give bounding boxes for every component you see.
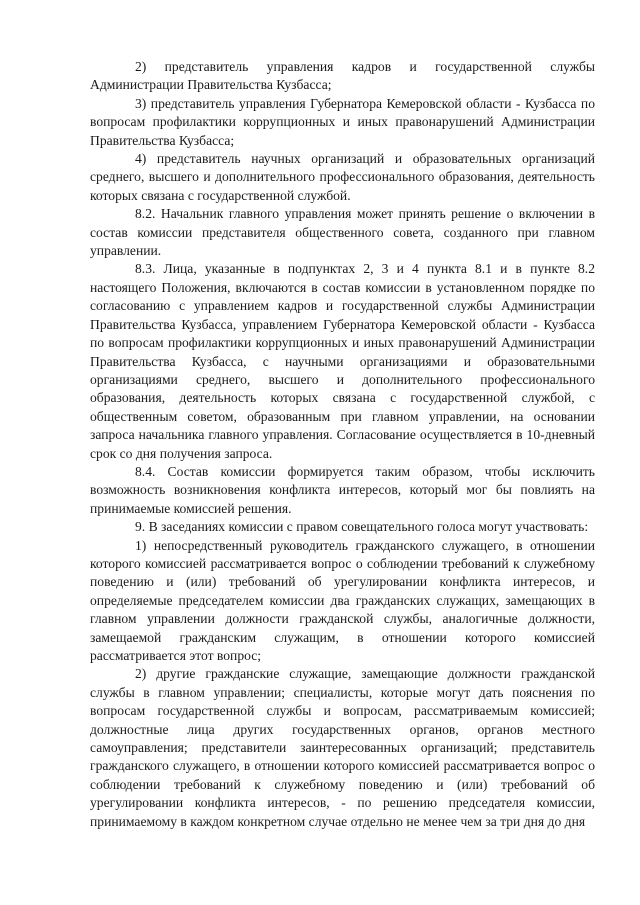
paragraph-8-4: 8.4. Состав комиссии формируется таким образом, чтобы исключить возможность возникновения конфликта интересов, который мог бы повлиять на принимаемые комиссией решения. <box>90 463 595 516</box>
paragraph-8-2: 8.2. Начальник главного управления может принять решение о включении в состав комиссии представителя общественного совета, созданного при главном управлении. <box>90 206 595 259</box>
paragraph-4-scientific-representative: 4) представитель научных организаций и образовательных организаций среднего, высшего и дополнительного профессионального образования, деятельность которых связана с государственной службой. <box>90 151 595 203</box>
paragraph-9-1: 1) непосредственный руководитель гражданского служащего, в отношении которого комиссией рассматривается вопрос о соблюдении требований к служебному поведению и (или) требований об урегулировании конфликта интересов, и определяемые председателем комиссии два гражданских служащих, замещающих в главном управлении должности гражданской службы, аналогичные должности, замещаемой гражданским служащим, в отношении которого комиссией рассматривается этот вопрос; <box>90 537 595 663</box>
paragraph-9-2: 2) другие гражданские служащие, замещающие должности гражданской службы в главном управлении; специалисты, которые могут дать пояснения по вопросам государственной службы и вопросам, рассматриваемым комиссией; должностные лица других государственных органов, органов местного самоуправления; представители заинтересованных организаций; представитель гражданского служащего, в отношении которого комиссией рассматривается вопрос о соблюдении требований к служебному поведению и (или) требований об урегулировании конфликта интересов, - по решению председателя комиссии, принимаемому в каждом конкретном случае отдельно не менее чем за три дня до дня <box>90 666 595 829</box>
paragraph-3-governor-office-representative: 3) представитель управления Губернатора Кемеровской области - Кузбасса по вопросам профилактики коррупционных и иных правонарушений Администрации Правительства Кузбасса; <box>90 95 595 148</box>
paragraph-8-3: 8.3. Лица, указанные в подпунктах 2, 3 и 4 пункта 8.1 и в пункте 8.2 настоящего Положения, включаются в состав комиссии в установленном порядке по согласованию с управлением кадров и государственной службы Администрации Правительства Кузбасса, управлением Губернатора Кемеровской области - Кузбасса по вопросам профилактики коррупционных и иных правонарушений Администрации Правительства Кузбасса, с научными организациями и образовательными организациями среднего, высшего и дополнительного профессионального образования, деятельность которых связана с государственной службой, с общественным советом, образованным при главном управлении, на основании запроса начальника главного управления. Согласование осуществляется в 10-дневный срок со дня получения запроса. <box>90 261 595 461</box>
document-page <box>90 58 595 831</box>
paragraph-2-hr-representative: 2) представитель управления кадров и государственной службы Администрации Правительства Кузбасса; <box>90 59 595 93</box>
paragraph-9: 9. В заседаниях комиссии с правом совещательного голоса могут участвовать: <box>135 519 589 535</box>
